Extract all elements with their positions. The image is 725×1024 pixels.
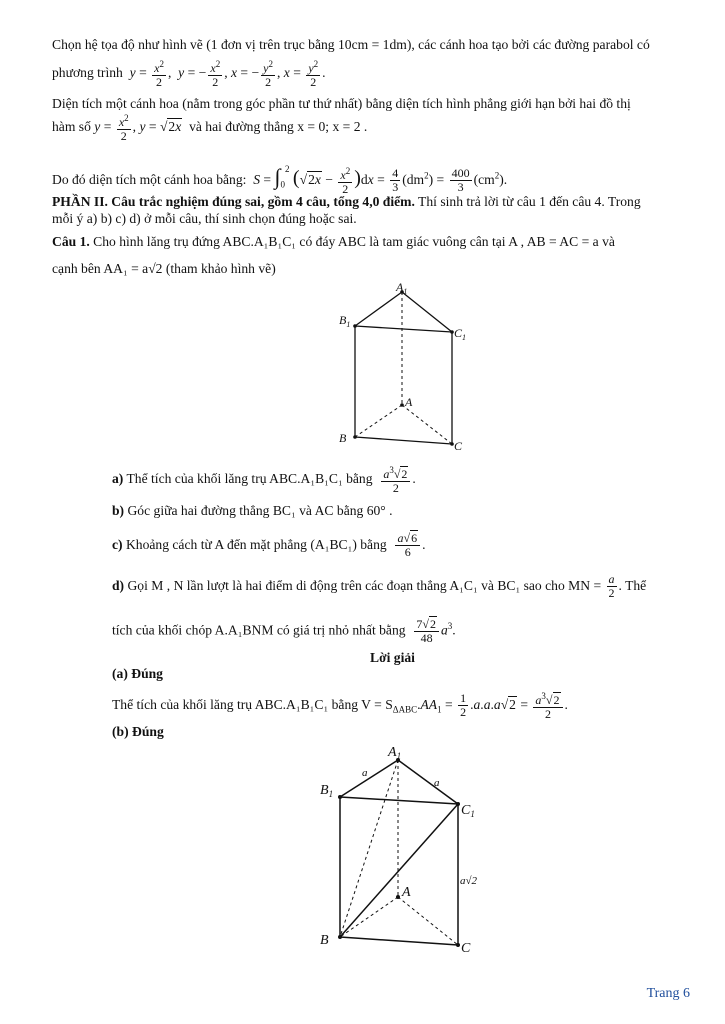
- fig2-label-a: A: [402, 885, 411, 900]
- question-1: Câu 1. Cho hình lăng trụ đứng ABC.A₁B₁C₁ có đáy ABC là tam giác vuông cân tại A , AB = AC = a và: [52, 234, 615, 249]
- text-line-3: Diện tích một cánh hoa (nằm trong góc phần tư thứ nhất) bằng diện tích hình phẳng giới hạn bởi hai đồ thị: [52, 96, 631, 111]
- text-line-2: phương trình y = $\frac{x^2}{2}$ , y = − $\frac{x^2}{2}$ , x = − $\frac{y^2}{2}$ , x = $\frac{y^2}{2}$ .: [52, 59, 326, 90]
- option-d: d) Gọi M , N lần lượt là hai điểm di động trên các đoạn thẳng A₁C₁ và BC₁ sao cho MN = $\frac{a}{2}$ . Thể: [112, 572, 647, 601]
- fig2-edge-a1c1: a: [434, 777, 440, 789]
- part2-line2: mỗi ý a) b) c) d) ở mỗi câu, thí sinh chọn đúng hoặc sai.: [52, 211, 357, 226]
- prism-figure-2: [312, 742, 492, 952]
- label-b1: $B_1$: [339, 313, 351, 329]
- solution-a-text: Thể tích của khối lăng trụ ABC.A₁B₁C₁ bằng $V = S_{\Delta ABC}.AA_1$ = $\frac{1}{2}$ .a.a.a√2 = $\frac{a^3√2}{2}$ .: [112, 691, 568, 722]
- label-a1: $A_1$: [396, 282, 408, 296]
- text-line-1: Chọn hệ tọa độ như hình vẽ (1 đơn vị trên trục bằng 10cm = 1dm), các cánh hoa tạo bởi các đường parabol có: [52, 37, 650, 52]
- label-b: B: [339, 431, 347, 445]
- fig2-label-c: C: [461, 941, 471, 952]
- label-c: C: [454, 439, 463, 452]
- fig2-label-b: B: [320, 933, 329, 948]
- option-a: a) Thể tích của khối lăng trụ ABC.A₁B₁C₁ bằng $\frac{a^3√2}{2}$ .: [112, 465, 416, 496]
- solution-a-verdict: (a) Đúng: [112, 666, 163, 681]
- fig2-label-c1: $C_1$: [461, 803, 475, 819]
- label-c1: $C_1$: [454, 326, 467, 342]
- fig2-edge-cc1: a√2: [460, 875, 478, 887]
- part2-heading: PHẦN II. Câu trắc nghiệm đúng sai, gồm 4 câu, tổng 4,0 điểm. Thí sinh trả lời từ câu 1 đến câu 4. Trong: [52, 194, 641, 209]
- solution-b-verdict: (b) Đúng: [112, 724, 164, 739]
- option-d-line2: tích của khối chóp A.A₁BNM có giá trị nhỏ nhất bằng $\frac{7√2}{48}$ $a^3$.: [112, 616, 456, 645]
- option-c: c) Khoảng cách từ A đến mặt phẳng (A₁BC₁) bằng $\frac{a√6}{6}$ .: [112, 531, 426, 560]
- text-line-5: Do đó diện tích một cánh hoa bằng: $S = \int_0^2$ (√2x − $\frac{x^2}{2}$ )dx = $\frac{4}{3}$ $(dm^2)$ = $\frac{400}{3}$ $(cm^2)$.: [52, 164, 508, 197]
- fig2-label-a1: $A_1$: [388, 745, 402, 761]
- option-b: b) Góc giữa hai đường thẳng BC₁ và AC bằng 60° .: [112, 503, 393, 518]
- prism-figure-1: [330, 282, 470, 452]
- page-number: Trang 6: [646, 986, 690, 1001]
- fig2-edge-a1b1: a: [362, 767, 368, 779]
- label-a: A: [405, 395, 413, 409]
- question-1-line2: cạnh bên AA₁ = a√2 (tham khảo hình vẽ): [52, 261, 276, 276]
- solution-title: Lời giải: [370, 650, 415, 665]
- text-line-4: hàm số y = $\frac{x^2}{2}$ , y = √2x và hai đường thẳng x = 0; x = 2 .: [52, 113, 368, 144]
- fig2-label-b1: $B_1$: [320, 783, 334, 799]
